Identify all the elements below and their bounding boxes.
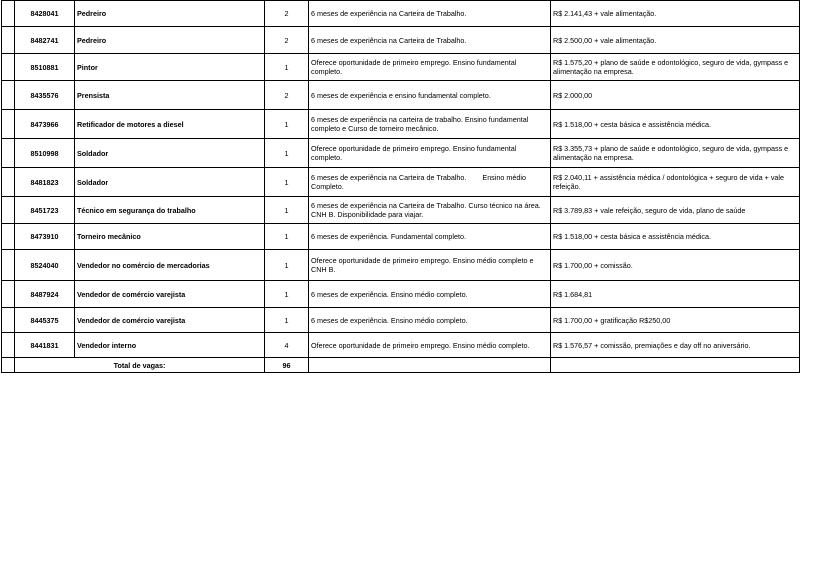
job-title: Vendedor interno	[75, 333, 265, 358]
job-compensation: R$ 1.576,57 + comissão, premiações e day off no aniversário.	[551, 333, 800, 358]
job-title: Torneiro mecânico	[75, 224, 265, 250]
job-requirements: Oferece oportunidade de primeiro emprego. Ensino médio completo e CNH B.	[309, 250, 551, 281]
vacancy-count: 1	[265, 308, 309, 333]
row-margin-cell	[2, 110, 15, 139]
job-code: 8473966	[15, 110, 75, 139]
vacancy-count: 1	[265, 224, 309, 250]
table-row	[2, 1, 800, 27]
job-code: 8510998	[15, 139, 75, 168]
row-margin-cell	[2, 224, 15, 250]
job-compensation: R$ 1.518,00 + cesta básica e assistência médica.	[551, 224, 800, 250]
job-requirements: 6 meses de experiência na Carteira de Trabalho.	[309, 27, 551, 54]
job-requirements: 6 meses de experiência na carteira de trabalho. Ensino fundamental completo e Curso de torneiro mecânico.	[309, 110, 551, 139]
row-margin-cell	[2, 358, 15, 373]
job-compensation: R$ 3.355,73 + plano de saúde e odontológico, seguro de vida, gympass e alimentação na empresa.	[551, 139, 800, 168]
job-rows	[2, 1, 800, 373]
table-row	[2, 81, 800, 110]
row-margin-cell	[2, 281, 15, 308]
row-margin-cell	[2, 308, 15, 333]
job-code: 8441831	[15, 333, 75, 358]
table-row	[2, 197, 800, 224]
job-title: Soldador	[75, 168, 265, 197]
job-requirements: 6 meses de experiência e ensino fundamental completo.	[309, 81, 551, 110]
vacancy-count: 2	[265, 1, 309, 27]
table-row	[2, 333, 800, 358]
job-compensation: R$ 1.518,00 + cesta básica e assistência médica.	[551, 110, 800, 139]
total-row	[2, 358, 800, 373]
job-code: 8451723	[15, 197, 75, 224]
job-requirements: 6 meses de experiência na Carteira de Trabalho. Curso técnico na área. CNH B. Disponibilidade para viajar.	[309, 197, 551, 224]
vacancy-count: 1	[265, 197, 309, 224]
job-title: Vendedor de comércio varejista	[75, 308, 265, 333]
row-margin-cell	[2, 168, 15, 197]
vacancy-count: 4	[265, 333, 309, 358]
job-vacancies-table	[1, 0, 800, 373]
total-vacancies-label: Total de vagas:	[15, 358, 265, 373]
job-requirements: Oferece oportunidade de primeiro emprego. Ensino médio completo.	[309, 333, 551, 358]
vacancy-count: 1	[265, 139, 309, 168]
vacancy-count: 2	[265, 81, 309, 110]
job-requirements: Oferece oportunidade de primeiro emprego. Ensino fundamental completo.	[309, 139, 551, 168]
job-code: 8428041	[15, 1, 75, 27]
job-requirements: 6 meses de experiência. Ensino médio completo.	[309, 308, 551, 333]
vacancy-count: 1	[265, 110, 309, 139]
job-compensation: R$ 2.000,00	[551, 81, 800, 110]
vacancy-count: 1	[265, 281, 309, 308]
job-title: Pedreiro	[75, 27, 265, 54]
job-code: 8473910	[15, 224, 75, 250]
job-code: 8445375	[15, 308, 75, 333]
table-row	[2, 27, 800, 54]
job-code: 8524040	[15, 250, 75, 281]
row-margin-cell	[2, 197, 15, 224]
row-margin-cell	[2, 333, 15, 358]
job-compensation: R$ 2.141,43 + vale alimentação.	[551, 1, 800, 27]
job-compensation: R$ 1.684,81	[551, 281, 800, 308]
table-row	[2, 110, 800, 139]
job-title: Prensista	[75, 81, 265, 110]
job-compensation: R$ 2.040,11 + assistência médica / odontológica + seguro de vida + vale refeição.	[551, 168, 800, 197]
job-compensation: R$ 1.575,20 + plano de saúde e odontológico, seguro de vida, gympass e alimentação na empresa.	[551, 54, 800, 81]
job-code: 8482741	[15, 27, 75, 54]
job-title: Técnico em segurança do trabalho	[75, 197, 265, 224]
empty-cell	[551, 358, 800, 373]
table-row	[2, 139, 800, 168]
job-title: Vendedor no comércio de mercadorias	[75, 250, 265, 281]
table-row	[2, 250, 800, 281]
job-code: 8481823	[15, 168, 75, 197]
job-compensation: R$ 1.700,00 + gratificação R$250,00	[551, 308, 800, 333]
table-row	[2, 168, 800, 197]
job-title: Retificador de motores a diesel	[75, 110, 265, 139]
job-code: 8487924	[15, 281, 75, 308]
row-margin-cell	[2, 1, 15, 27]
job-compensation: R$ 1.700,00 + comissão.	[551, 250, 800, 281]
table-row	[2, 224, 800, 250]
job-requirements: 6 meses de experiência. Fundamental completo.	[309, 224, 551, 250]
row-margin-cell	[2, 27, 15, 54]
job-title: Pedreiro	[75, 1, 265, 27]
row-margin-cell	[2, 250, 15, 281]
total-vacancies-value: 96	[265, 358, 309, 373]
table-row	[2, 54, 800, 81]
vacancy-count: 1	[265, 54, 309, 81]
row-margin-cell	[2, 81, 15, 110]
job-compensation: R$ 3.789,83 + vale refeição, seguro de vida, plano de saúde	[551, 197, 800, 224]
job-requirements: Oferece oportunidade de primeiro emprego. Ensino fundamental completo.	[309, 54, 551, 81]
row-margin-cell	[2, 139, 15, 168]
table-row	[2, 308, 800, 333]
row-margin-cell	[2, 54, 15, 81]
job-title: Soldador	[75, 139, 265, 168]
job-code: 8435576	[15, 81, 75, 110]
vacancy-count: 2	[265, 27, 309, 54]
vacancy-count: 1	[265, 250, 309, 281]
job-requirements: 6 meses de experiência. Ensino médio completo.	[309, 281, 551, 308]
table-row	[2, 281, 800, 308]
vacancy-count: 1	[265, 168, 309, 197]
job-title: Pintor	[75, 54, 265, 81]
job-compensation: R$ 2.500,00 + vale alimentação.	[551, 27, 800, 54]
job-requirements: 6 meses de experiência na Carteira de Trabalho. Ensino médio Completo.	[309, 168, 551, 197]
job-requirements: 6 meses de experiência na Carteira de Trabalho.	[309, 1, 551, 27]
empty-cell	[309, 358, 551, 373]
job-code: 8510881	[15, 54, 75, 81]
job-title: Vendedor de comércio varejista	[75, 281, 265, 308]
